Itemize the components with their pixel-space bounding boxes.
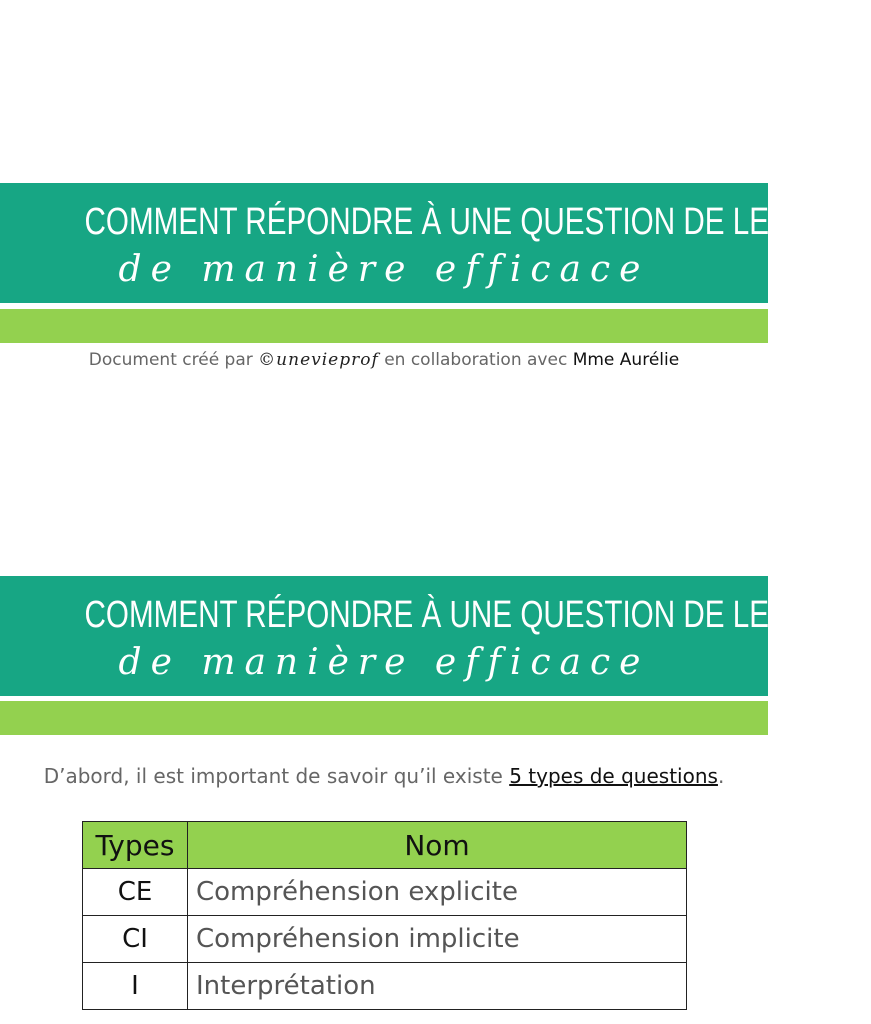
banner-title-2: COMMENT RÉPONDRE À UNE QUESTION DE LECTURE	[84, 594, 871, 636]
green-divider-1	[0, 309, 768, 343]
credit-author: Mme Aurélie	[572, 350, 680, 370]
intro-end: .	[717, 764, 725, 788]
table-row	[83, 963, 687, 1010]
banner-subtitle-1: de manière efficace	[118, 249, 650, 290]
row-name: Interprétation	[188, 963, 687, 1010]
intro-text: D’abord, il est important de savoir qu’il existe	[43, 764, 503, 788]
banner-title-1: COMMENT RÉPONDRE À UNE QUESTION DE LECTURE	[84, 201, 871, 243]
table-header-row	[83, 822, 687, 869]
intro-emphasis: 5 types de questions	[509, 764, 718, 788]
credit-prefix: Document créé par	[88, 350, 253, 370]
banner-subtitle-2: de manière efficace	[118, 642, 650, 683]
row-name: Compréhension implicite	[188, 916, 687, 963]
intro-sentence	[0, 764, 768, 788]
row-name: Compréhension explicite	[188, 869, 687, 916]
green-divider-2	[0, 701, 768, 735]
title-banner-1	[0, 183, 871, 303]
title-banner-2	[0, 576, 871, 696]
table-row	[83, 869, 687, 916]
header-nom: Nom	[188, 822, 687, 869]
row-type: I	[83, 963, 188, 1010]
row-type: CI	[83, 916, 188, 963]
credit-handle: ©unevieprof	[258, 350, 379, 370]
table-row	[83, 916, 687, 963]
row-type: CE	[83, 869, 188, 916]
question-types-table	[82, 821, 687, 1010]
credit-middle: en collaboration avec	[384, 350, 568, 370]
header-types: Types	[83, 822, 188, 869]
credit-line	[0, 350, 768, 370]
